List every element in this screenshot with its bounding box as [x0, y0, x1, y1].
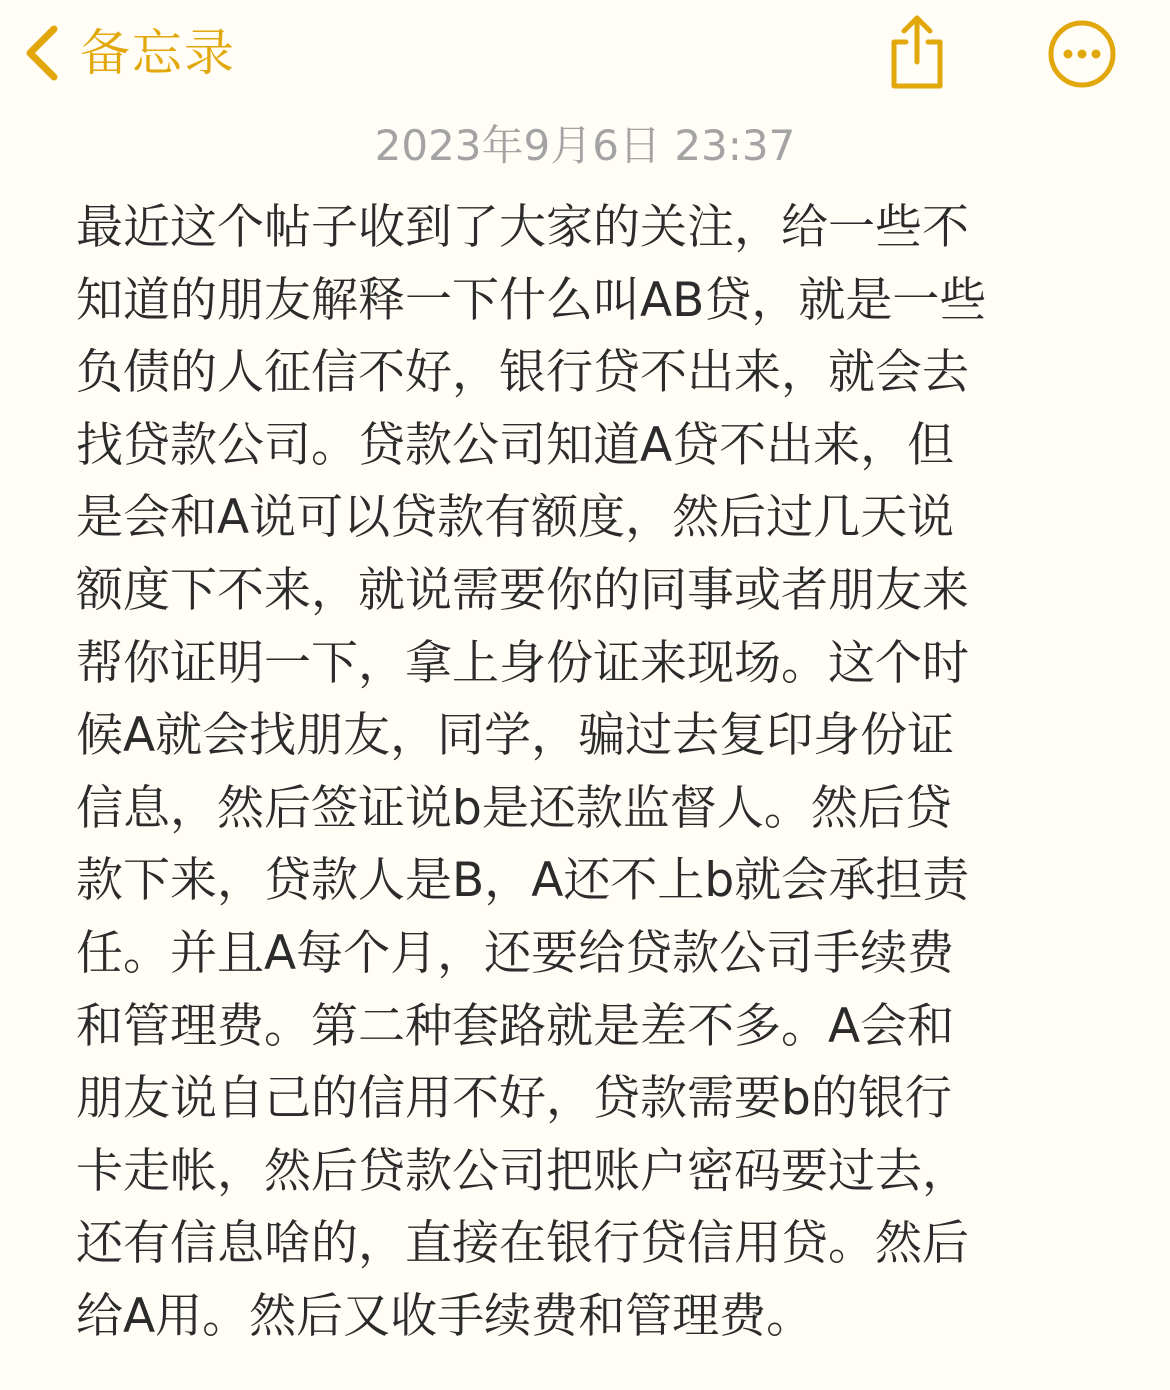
chevron-left-icon: [22, 23, 62, 83]
more-button[interactable]: [1046, 18, 1118, 90]
ellipsis-circle-icon: [1046, 18, 1118, 90]
note-timestamp: 2023年9月6日 23:37: [374, 121, 796, 170]
share-button[interactable]: [882, 12, 952, 92]
back-button-label: 备忘录: [80, 24, 236, 82]
navigation-bar: [0, 0, 1170, 110]
share-icon: [882, 12, 952, 92]
note-body[interactable]: 最近这个帖子收到了大家的关注，给一些不 知道的朋友解释一下什么叫AB贷，就是一些 负债的人征信不好，银行贷不出来，就会去 找贷款公司。贷款公司知道A贷不出来，但 是会和A说可以贷款有额度，然后过几天说 额度下不来，就说需要你的同事或者朋友来 帮你证明一下，拿上身份证来现场。这个时 候A就会找朋友，同学，骗过去复印身份证 信息，然后签证说b是还款监督人。然后贷 款下来，贷款人是B，A还不上b就会承担责 任。并且A每个月，还要给贷款公司手续费 和管理费。第二种套路就是差不多。A会和 朋友说自己的信用不好，贷款需要b的银行 卡走帐，然后贷款公司把账户密码要过去， 还有信息啥的，直接在银行贷信用贷。然后 给A用。然后又收手续费和管理费。: [76, 200, 987, 1344]
back-button[interactable]: [22, 18, 236, 88]
